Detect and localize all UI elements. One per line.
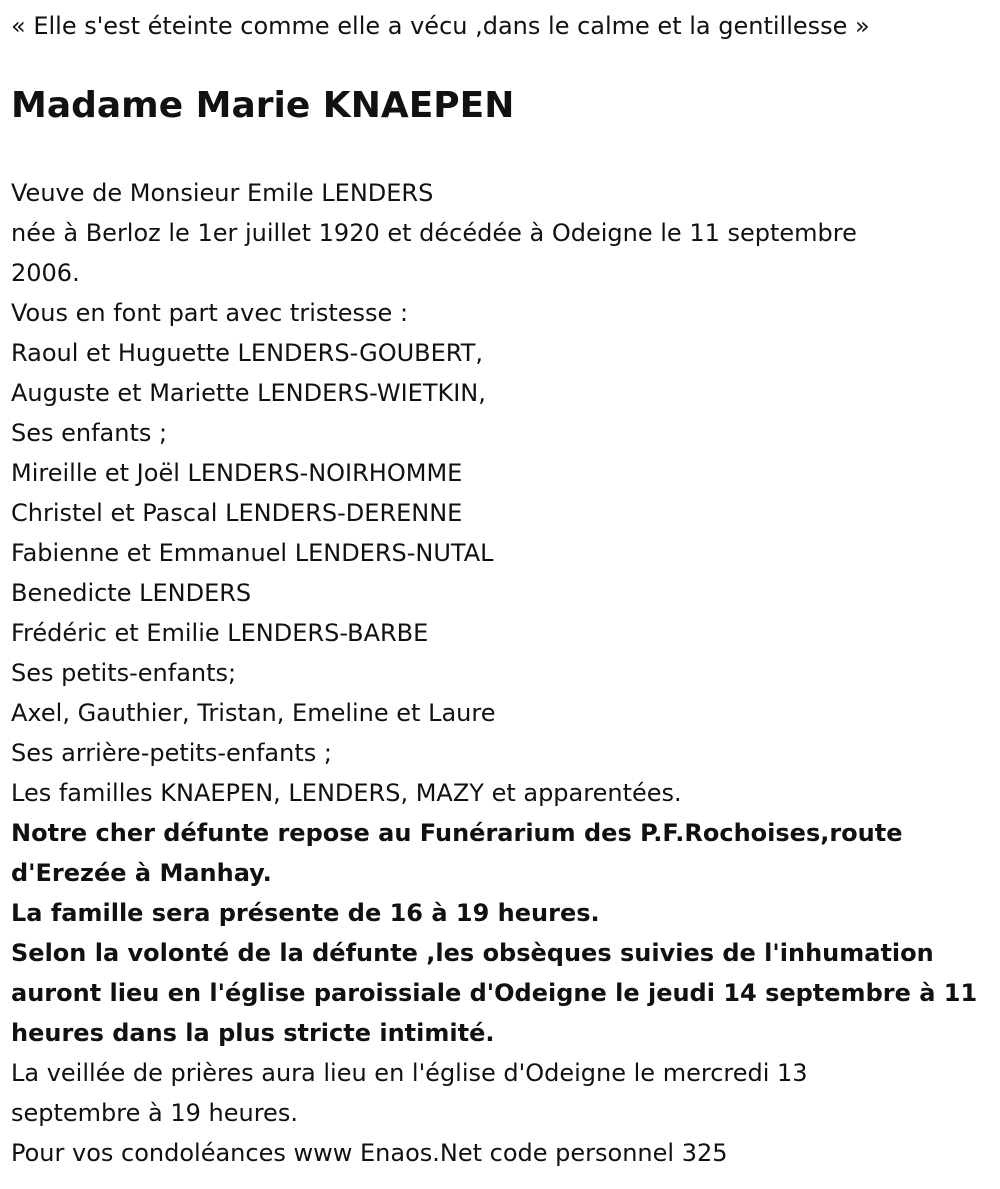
children-heading: Ses enfants ;: [11, 419, 168, 447]
death-year-line: 2006.: [11, 259, 80, 287]
funerarium-line-2: d'Erezée à Manhay.: [11, 859, 272, 887]
grandchild-family-3: Fabienne et Emmanuel LENDERS-NUTAL: [11, 539, 494, 567]
funeral-line-1: Selon la volonté de la défunte ,les obsèques suivies de l'inhumation: [11, 939, 934, 967]
epitaph-quote: « Elle s'est éteinte comme elle a vécu ,dans le calme et la gentillesse »: [11, 12, 870, 40]
deceased-name-title: Madame Marie KNAEPEN: [11, 85, 515, 126]
birth-death-line: née à Berloz le 1er juillet 1920 et décédée à Odeigne le 11 septembre: [11, 219, 857, 247]
grandchild-family-1: Mireille et Joël LENDERS-NOIRHOMME: [11, 459, 463, 487]
great-grandchildren-names: Axel, Gauthier, Tristan, Emeline et Laure: [11, 699, 496, 727]
condolences-line: Pour vos condoléances www Enaos.Net code personnel 325: [11, 1139, 728, 1167]
widow-line: Veuve de Monsieur Emile LENDERS: [11, 179, 434, 207]
grandchild-family-4: Benedicte LENDERS: [11, 579, 252, 607]
grandchild-family-5: Frédéric et Emilie LENDERS-BARBE: [11, 619, 429, 647]
funeral-line-3: heures dans la plus stricte intimité.: [11, 1019, 495, 1047]
announcement-line: Vous en font part avec tristesse :: [11, 299, 409, 327]
funerarium-line-1: Notre cher défunte repose au Funérarium des P.F.Rochoises,route: [11, 819, 903, 847]
grandchildren-heading: Ses petits-enfants;: [11, 659, 237, 687]
prayer-vigil-line-1: La veillée de prières aura lieu en l'église d'Odeigne le mercredi 13: [11, 1059, 808, 1087]
great-grandchildren-heading: Ses arrière-petits-enfants ;: [11, 739, 332, 767]
families-line: Les familles KNAEPEN, LENDERS, MAZY et apparentées.: [11, 779, 682, 807]
visitation-hours-line: La famille sera présente de 16 à 19 heures.: [11, 899, 600, 927]
prayer-vigil-line-2: septembre à 19 heures.: [11, 1099, 298, 1127]
funeral-line-2: auront lieu en l'église paroissiale d'Odeigne le jeudi 14 septembre à 11: [11, 979, 978, 1007]
grandchild-family-2: Christel et Pascal LENDERS-DERENNE: [11, 499, 463, 527]
child-family-2: Auguste et Mariette LENDERS-WIETKIN,: [11, 379, 486, 407]
obituary-body: [11, 173, 991, 1173]
child-family-1: Raoul et Huguette LENDERS-GOUBERT,: [11, 339, 484, 367]
